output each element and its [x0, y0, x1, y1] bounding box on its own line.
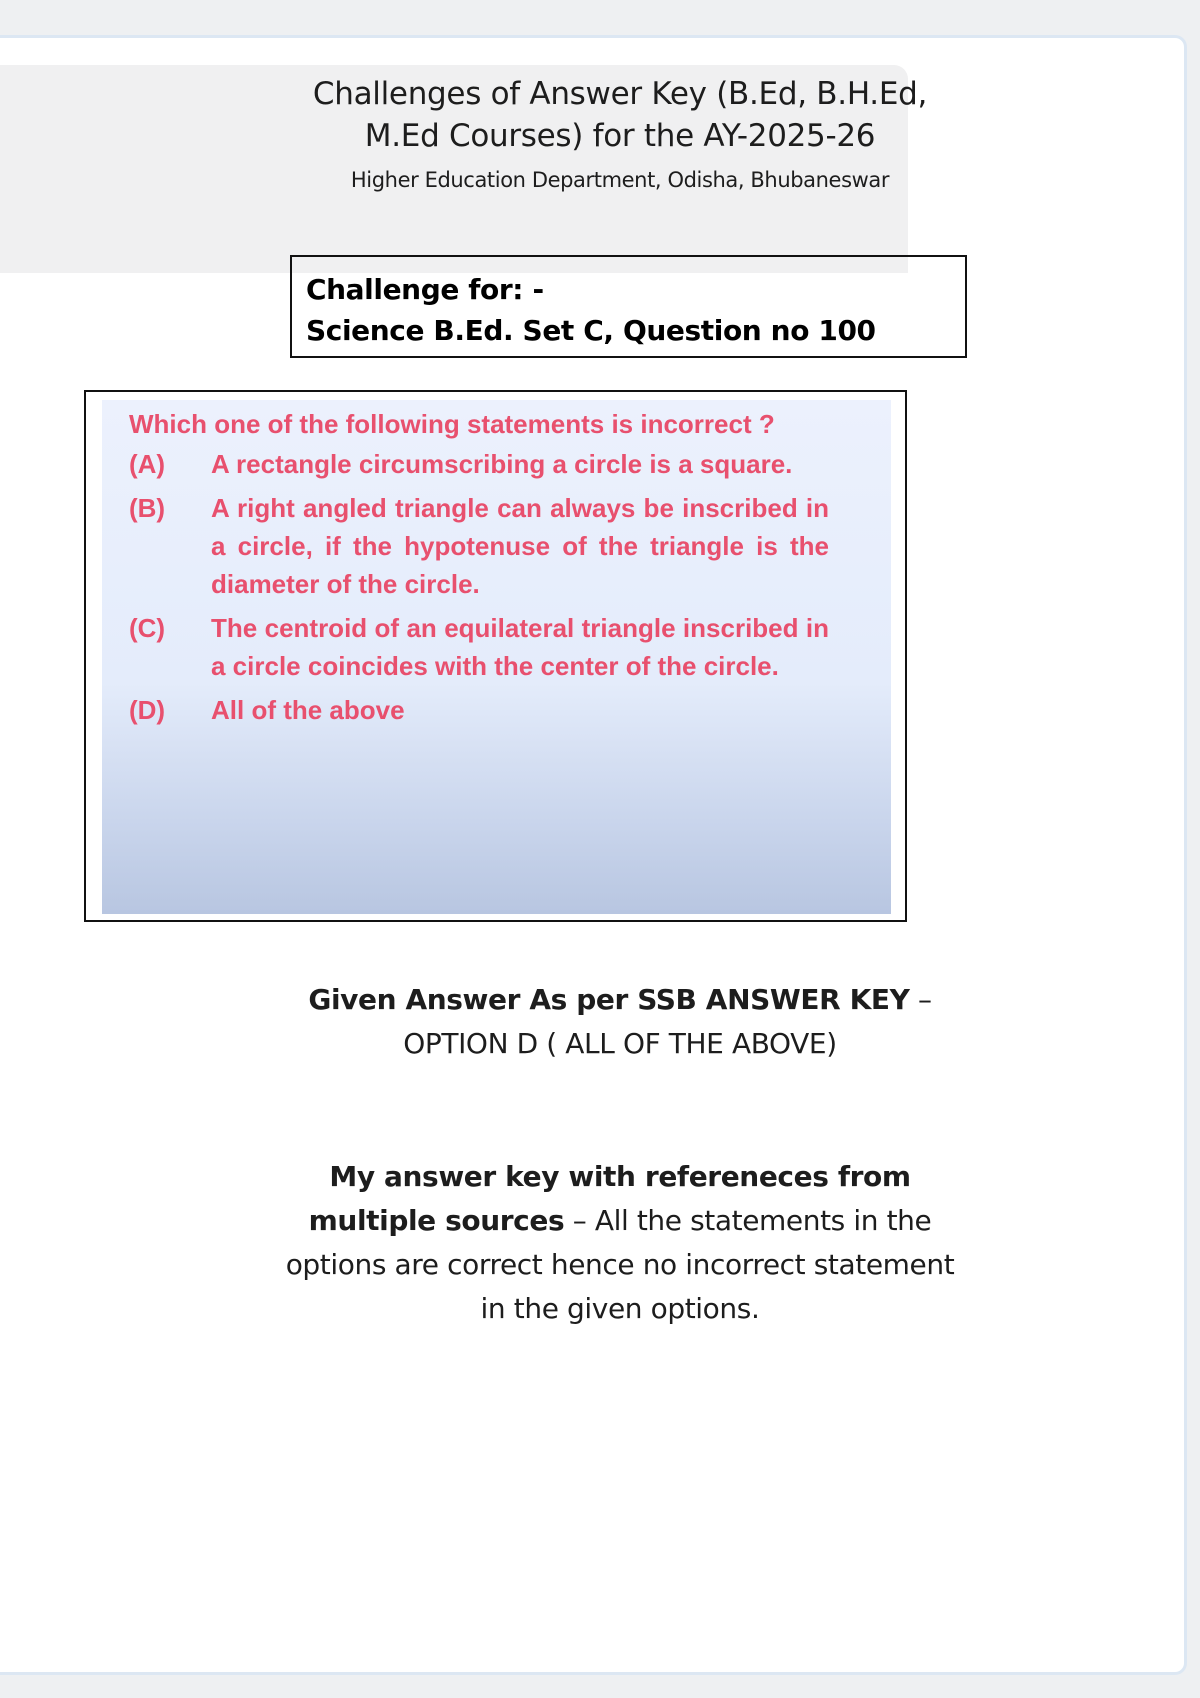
option-text: A right angled triangle can always be inscribed in a circle, if the hypotenuse of the triangle is the diameter of the circle. — [211, 493, 829, 599]
challenge-question-ref: Science B.Ed. Set C, Question no 100 — [306, 314, 876, 347]
given-answer-dash: – — [909, 983, 932, 1016]
document-subtitle: Higher Education Department, Odisha, Bhubaneswar — [350, 168, 890, 192]
option-letter: (D) — [129, 695, 166, 725]
option-text: A rectangle circumscribing a circle is a square. — [211, 449, 793, 479]
challenge-box — [290, 255, 967, 358]
question-image-frame — [84, 390, 907, 922]
given-answer-heading-line — [285, 978, 955, 1022]
document-title-line1: Challenges of Answer Key (B.Ed, B.H.Ed, — [312, 76, 928, 112]
question-option-c — [129, 609, 829, 685]
my-answer-section — [285, 1155, 955, 1331]
option-letter: (B) — [129, 493, 166, 523]
question-option-d — [129, 691, 829, 729]
given-answer-heading: Given Answer As per SSB ANSWER KEY — [308, 983, 910, 1016]
option-letter: (C) — [129, 613, 166, 643]
challenge-label: Challenge for: - — [306, 273, 544, 306]
my-answer-dash: – — [564, 1204, 595, 1237]
document-title-line2: M.Ed Courses) for the AY-2025-26 — [364, 118, 876, 154]
question-option-b — [129, 489, 829, 603]
given-answer-section — [285, 978, 955, 1066]
document-title — [290, 73, 950, 157]
option-text: The centroid of an equilateral triangle inscribed in a circle coincides with the center of the circle. — [211, 613, 829, 681]
option-text: All of the above — [211, 695, 405, 725]
option-letter: (A) — [129, 449, 166, 479]
question-option-a — [129, 445, 829, 483]
my-answer-body: All the statements in the options are correct hence no incorrect statement in the given options. — [285, 1204, 955, 1325]
question-stem: Which one of the following statements is incorrect ? — [129, 409, 775, 439]
my-answer-heading: My answer key with refereneces from multiple sources — [308, 1160, 911, 1237]
question-image — [102, 400, 891, 914]
given-answer-value: OPTION D ( ALL OF THE ABOVE) — [403, 1027, 837, 1060]
